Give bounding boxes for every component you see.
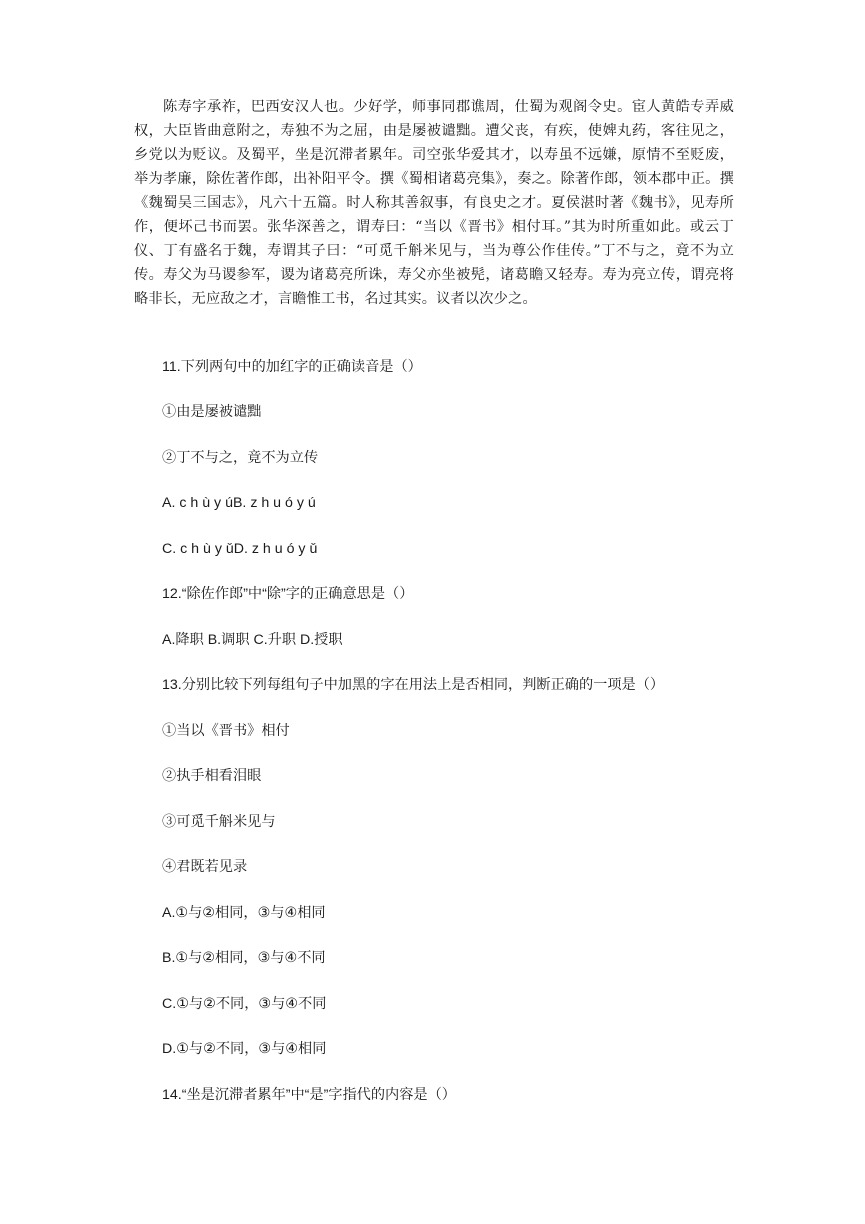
question-11-sentence-2: ②丁不与之，竟不为立传 xyxy=(162,450,319,466)
question-11-options-cd: C. c h ù y ǔD. z h u ó y ǔ xyxy=(162,541,318,557)
question-13-item-2: ②执手相看泪眼 xyxy=(162,768,262,784)
question-13-option-a: A.①与②相同，③与④相同 xyxy=(162,905,326,921)
question-12-options: A.降职 B.调职 C.升职 D.授职 xyxy=(162,632,343,648)
question-13-item-4: ④君既若见录 xyxy=(162,859,248,875)
question-12-stem: 12.“除佐作郎”中“除”字的正确意思是（） xyxy=(162,586,414,602)
question-13-option-d: D.①与②不同，③与④相同 xyxy=(162,1041,327,1057)
question-11-sentence-1: ①由是屡被谴黜 xyxy=(162,404,262,420)
passage-text: 陈寿字承祚，巴西安汉人也。少好学，师事同郡谯周，仕蜀为观阁令史。宦人黄皓专弄威权，大臣皆曲意附之，寿独不为之屈，由是屡被谴黜。遭父丧，有疾，使婢丸药，客往见之，乡党以为贬议。及蜀平，坐是沉滞者累年。司空张华爱其才，以寿虽不远嫌，原情不至贬废，举为孝廉，除佐著作郎，出补阳平令。撰《蜀相诸葛亮集》，奏之。除著作郎，领本郡中正。撰《魏蜀吴三国志》，凡六十五篇。时人称其善叙事，有良史之才。夏侯湛时著《魏书》，见寿所作，便坏己书而罢。张华深善之，谓寿曰：“当以《晋书》相付耳。”其为时所重如此。或云丁仪、丁有盛名于魏，寿谓其子曰：“可觅千斛米见与，当为尊公作佳传。”丁不与之，竟不为立传。寿父为马谡参军，谡为诸葛亮所诛，寿父亦坐被髡，诸葛瞻又轻寿。寿为亮立传，谓亮将略非长，无应敌之才，言瞻惟工书，名过其实。议者以次少之。 xyxy=(134,99,734,307)
question-13-stem: 13.分别比较下列每组句子中加黑的字在用法上是否相同，判断正确的一项是（） xyxy=(162,677,665,693)
question-13-item-3: ③可觅千斛米见与 xyxy=(162,814,276,830)
question-13-item-1: ①当以《晋书》相付 xyxy=(162,723,290,739)
question-11-options-ab: A. c h ù y úB. z h u ó y ú xyxy=(162,495,316,511)
question-11-stem: 11.下列两句中的加红字的正确读音是（） xyxy=(162,359,422,375)
question-14-stem: 14.“坐是沉滞者累年”中“是”字指代的内容是（） xyxy=(162,1087,456,1103)
question-13-option-c: C.①与②不同，③与④不同 xyxy=(162,996,327,1012)
question-13-option-b: B.①与②相同，③与④不同 xyxy=(162,950,326,966)
